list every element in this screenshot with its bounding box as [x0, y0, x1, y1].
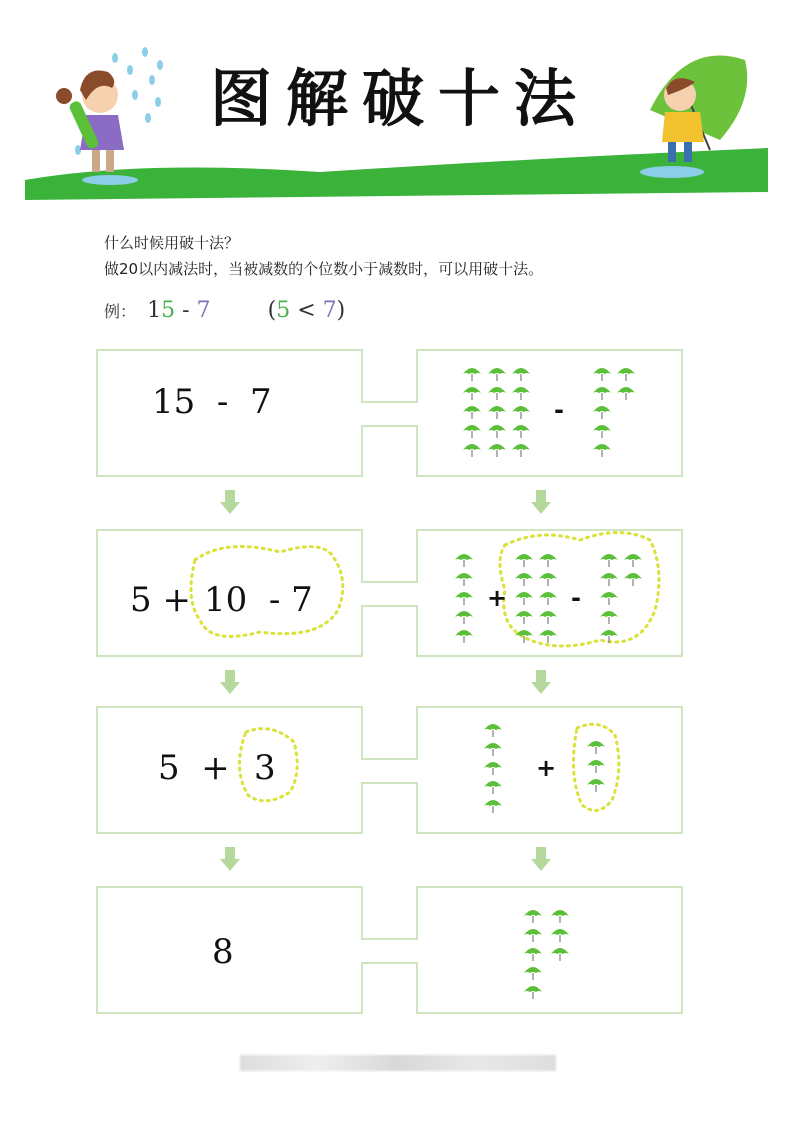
example-ones: 5 [161, 298, 176, 323]
example-tens: 1 [147, 298, 162, 323]
connector-gap [361, 940, 418, 962]
connector-gap [361, 403, 418, 425]
down-arrow-icon [531, 670, 551, 694]
paren-close: ) [336, 298, 346, 323]
intro-question: 什么时候用破十法？ [104, 234, 240, 252]
page-title: 图解破十法 [210, 62, 591, 135]
down-arrow-icon [531, 490, 551, 514]
comparison-subtrahend: 7 [322, 298, 337, 323]
intro-answer: 做20以内减法时，当被减数的个位数小于减数时，可以用破十法。 [104, 260, 544, 278]
step4-result: 8 [212, 932, 234, 972]
connector-gap [361, 583, 418, 605]
step1-right-box [417, 350, 682, 476]
down-arrow-icon [220, 490, 240, 514]
step2-plus: + [487, 584, 508, 612]
step2-minus: - [571, 584, 581, 612]
example-subtrahend: 7 [196, 298, 211, 323]
down-arrow-icon [220, 670, 240, 694]
less-than: < [290, 298, 323, 323]
paren-open: ( [267, 298, 277, 323]
step3-inner: 3 [254, 748, 276, 788]
example-minus: - [175, 298, 197, 323]
step2-left: 5 + [130, 580, 191, 620]
step2-inner: 10 - 7 [204, 580, 313, 620]
down-arrow-icon [220, 847, 240, 871]
step3-left: 5 + [158, 748, 230, 788]
connector-gap [361, 760, 418, 782]
step3-plus: + [536, 754, 557, 782]
step1-minus: - [554, 396, 564, 424]
step4-right-box [417, 887, 682, 1013]
blurred-footer [240, 1055, 556, 1071]
comparison-ones: 5 [276, 298, 291, 323]
step1-expression: 15 - 7 [152, 382, 272, 422]
down-arrow-icon [531, 847, 551, 871]
example-label: 例： [104, 302, 137, 321]
